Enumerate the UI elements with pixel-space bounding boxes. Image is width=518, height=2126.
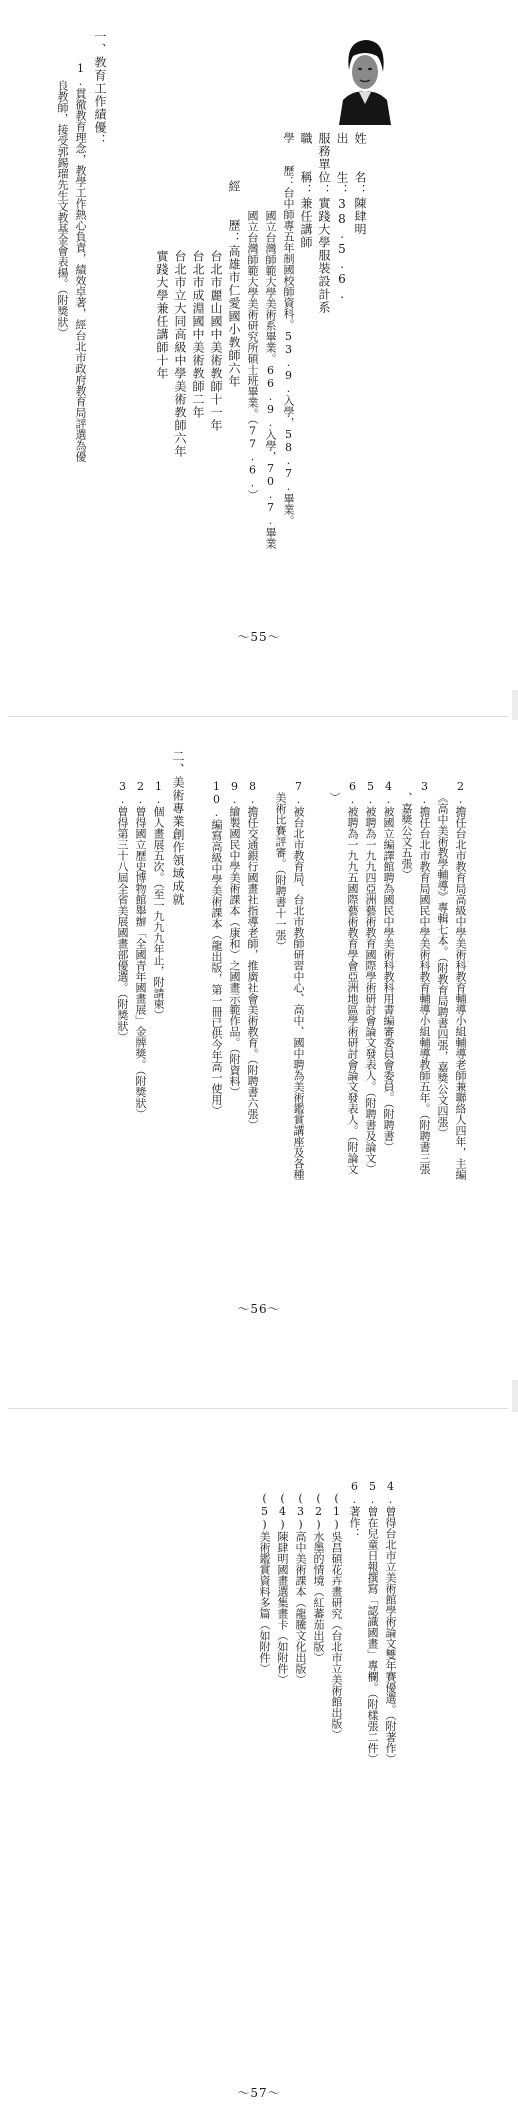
page-number-56: ～56～ [237,1302,281,1316]
experience-line-3: 台北市成淵國中美術教師二年 [191,250,205,419]
section-2-item-2: 2.曾得國立歷史博物館舉辦「全國青年國畫展」金牌獎。（附獎狀） [134,780,147,1120]
page56-item-3a: 3.擔任台北市教育局國民中學美術科教育輔導小組輔導教師五年。（附聘書三張 [418,780,431,1175]
page57-item-6: 6.著作： [348,1480,361,1539]
page56-item-7b: 美術比賽評審。（附聘書十一張） [274,792,287,952]
page57-work-2: (2)水墨的情境（紅蕃茄出版） [312,1492,325,1663]
page-divider [8,716,508,717]
page57-work-3: (3)高中美術課本（龍騰文化出版） [294,1492,307,1685]
experience-line-2: 台北市麗山國中美術教師十一年 [209,250,223,432]
page56-item-2a: 2.擔任台北市教育局高級中學美術科教育輔導小組輔導老師兼聯絡人四年，主編 [454,780,467,1180]
experience-line-4: 台北市立大同高級中學美術教師六年 [173,250,187,458]
page57-work-5: (5)美術鑑賞資料多篇（如附件） [258,1492,271,1674]
page56-item-6a: 6.被聘為一九九五國際藝術教育學會亞洲地區學術研討會論文發表人。（附論文 [346,780,359,1175]
page56-item-9: 9.繪製國民中學美術課本（康和）之國畫示範作品。（附資料） [228,780,241,1098]
education-line-3: 國立台灣師範大學美術研究所碩士班畢業。（77.6.） [246,210,259,501]
birth-line: 出 生：38.5.6. [335,132,349,302]
unit-line: 服務單位：實踐大學服裝設計系 [317,132,331,314]
page-55 [0,0,518,720]
page56-item-6b: ） [328,792,341,803]
section-2-title: 二、美術專業創作領域成就 [171,750,185,906]
name-line: 姓 名：陳肆明 [353,132,367,236]
page56-item-5: 5.被聘為一九九四亞洲藝術教育國際學術研討會論文發表人。（附聘書及論文） [364,780,377,1175]
page-56 [0,720,518,1410]
portrait-photo [335,30,395,125]
page57-item-5: 5.曾在兒童日報撰寫「認識國畫」專欄。（附樣張二件） [366,1480,379,1765]
page56-item-2b: 《高中美術教學輔導》專輯七本。（附教育局聘書四張，嘉獎公文四張） [436,792,449,1139]
page-57 [0,1412,518,2126]
section-1-title: 一、教育工作績優： [93,30,107,147]
page56-item-3b: 、嘉獎公文五張） [400,792,413,880]
page56-item-7a: 7.被台北市教育局、台北市教師研習中心、高中、國中聘為美術鑑賞講座及各種 [292,780,305,1180]
page56-item-10: 10.編寫高級中學美術課本（龍出版，第一冊已供今年高一使用） [210,780,223,1116]
section-1-item-1-line-1: 1.貫徹教育理念，教學工作熱心負責，績效卓著，經台北市政府教育局評選為優 [74,62,87,462]
section-1-item-1-line-2: 良教師，接受郭錫瑠先生文教基金會表揚。（附獎狀） [56,80,69,339]
section-2-item-1: 1.個人畫展五次。（至一九九九年止，附請柬） [152,780,165,1021]
page-divider-2 [8,1408,508,1409]
section-2-item-3: 3.曾得第三十八屆全省美展國畫部優選。（附獎狀） [116,780,129,1043]
experience-line-5: 實踐大學兼任講師十年 [155,250,169,380]
page57-work-4: (4)陳肆明國畫選集畫卡（如附件） [276,1492,289,1685]
page-number-55: ～55～ [237,630,281,644]
page57-item-4: 4.曾得台北市立美術館學術論文雙年賽優選。（附著作） [384,1480,397,1765]
title-line: 職 稱：兼任講師 [299,132,313,249]
page-number-57: ～57～ [237,2086,281,2100]
education-line-2: 國立台灣師範大學美術系畢業。66.9.入學，70.7.畢業 [264,210,277,549]
page57-work-1: (1)吳昌碩花卉畫研究（台北市立美術館出版） [330,1492,343,1740]
page56-item-4: 4.被國立編譯館聘為國民中學美術科教科用書編審委員會委員。（附聘書） [382,780,395,1153]
experience-line-1: 經 歷：高雄市仁愛國小教師六年 [227,180,241,388]
education-line-1: 學 歷：台中師專五年制國校師資科。53.9.入學，58.7.畢業。 [282,132,295,526]
page56-item-8: 8.擔任交通銀行國畫社指導老師，推廣社會美術教育。（附聘書六張） [246,780,259,1131]
